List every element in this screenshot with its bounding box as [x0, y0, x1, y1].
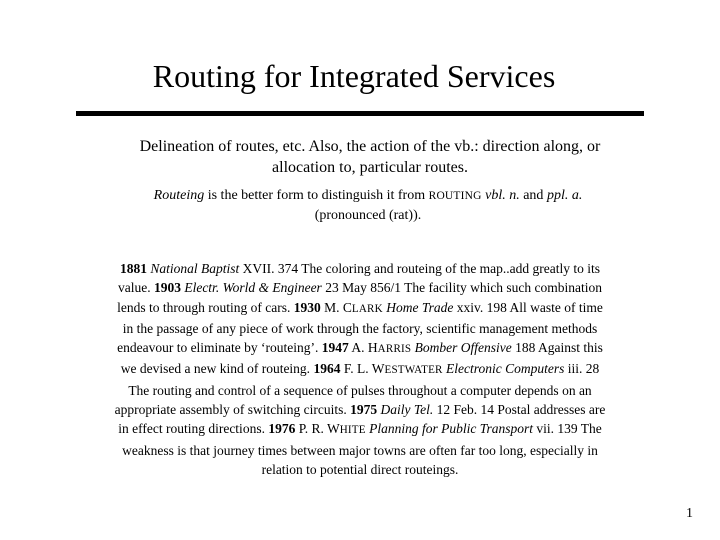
- pronunciation: (pronounced (rat)).: [314, 208, 422, 223]
- quote-author: P. R. WHITE: [298, 421, 366, 437]
- quote-source: Planning for Public Transport: [369, 421, 533, 437]
- note-text: and: [519, 188, 547, 203]
- quote-text: The facility which such combination lends to through routing of cars.: [117, 280, 603, 315]
- quote-source: National Baptist: [150, 261, 240, 276]
- slide-title: Routing for Integrated Services: [152, 58, 556, 94]
- quote-year: 1903: [153, 280, 181, 296]
- quote-ref: xxiv. 198: [453, 299, 510, 315]
- quote-year: 1930: [293, 299, 321, 315]
- headword: Routeing: [153, 188, 205, 203]
- quote-ref: 12 Feb. 14: [433, 402, 498, 418]
- quote-text: The coloring and routeing of the map..add greatly to its value.: [117, 261, 601, 296]
- quote-ref: vii. 139: [533, 421, 581, 437]
- quote-year: 1964: [313, 361, 341, 377]
- quote-year: 1947: [321, 340, 349, 356]
- quote-source: Electr. World & Engineer: [184, 280, 322, 296]
- quote-ref: XVII. 374: [239, 261, 302, 276]
- usage-note: [118, 186, 618, 226]
- quote-text: Postal addresses are in effect routing directions.: [118, 402, 606, 437]
- quote-text: Against this we devised a new kind of routeing.: [120, 340, 603, 377]
- note-text: is the better form to distinguish it from: [204, 188, 429, 203]
- quote-author: A. HARRIS: [351, 340, 412, 356]
- quote-source: Bomber Offensive: [414, 340, 512, 356]
- quote-year: 1975: [350, 402, 378, 418]
- quotation-paragraph: [112, 259, 608, 479]
- quote-author: M. CLARK: [324, 299, 383, 315]
- page-number: 1: [686, 506, 693, 521]
- part-of-speech: vbl. n.: [481, 188, 520, 203]
- quote-ref: iii. 28: [564, 361, 600, 377]
- quote-source: Home Trade: [386, 299, 454, 315]
- quote-text: The routing and control of a sequence of pulses throughout a computer depends on an appropriate assembly of switching circuits.: [114, 382, 592, 418]
- quote-text: All waste of time in the passage of any piece of work through the factory, scientific management methods endeavour to eliminate by ‘routeing’.: [117, 299, 603, 356]
- quote-year: 1976: [268, 421, 296, 437]
- quote-author: F. L. WESTWATER: [343, 361, 443, 377]
- quote-ref: 23 May 856/1: [321, 280, 405, 296]
- definition: Delineation of routes, etc. Also, the action of the vb.: direction along, or allocation to, particular routes.: [139, 138, 601, 176]
- cross-reference: ROUTING: [428, 190, 482, 202]
- quote-source: Daily Tel.: [380, 402, 434, 418]
- quote-source: Electronic Computers: [446, 361, 565, 377]
- title-divider: [76, 111, 644, 116]
- part-of-speech: ppl. a.: [546, 188, 583, 203]
- quote-ref: 188: [511, 340, 539, 356]
- quote-year: 1881: [119, 261, 147, 276]
- quote-text: The weakness is that journey times between major towns are often far too long, especially in relation to potential direct routeings.: [122, 421, 602, 477]
